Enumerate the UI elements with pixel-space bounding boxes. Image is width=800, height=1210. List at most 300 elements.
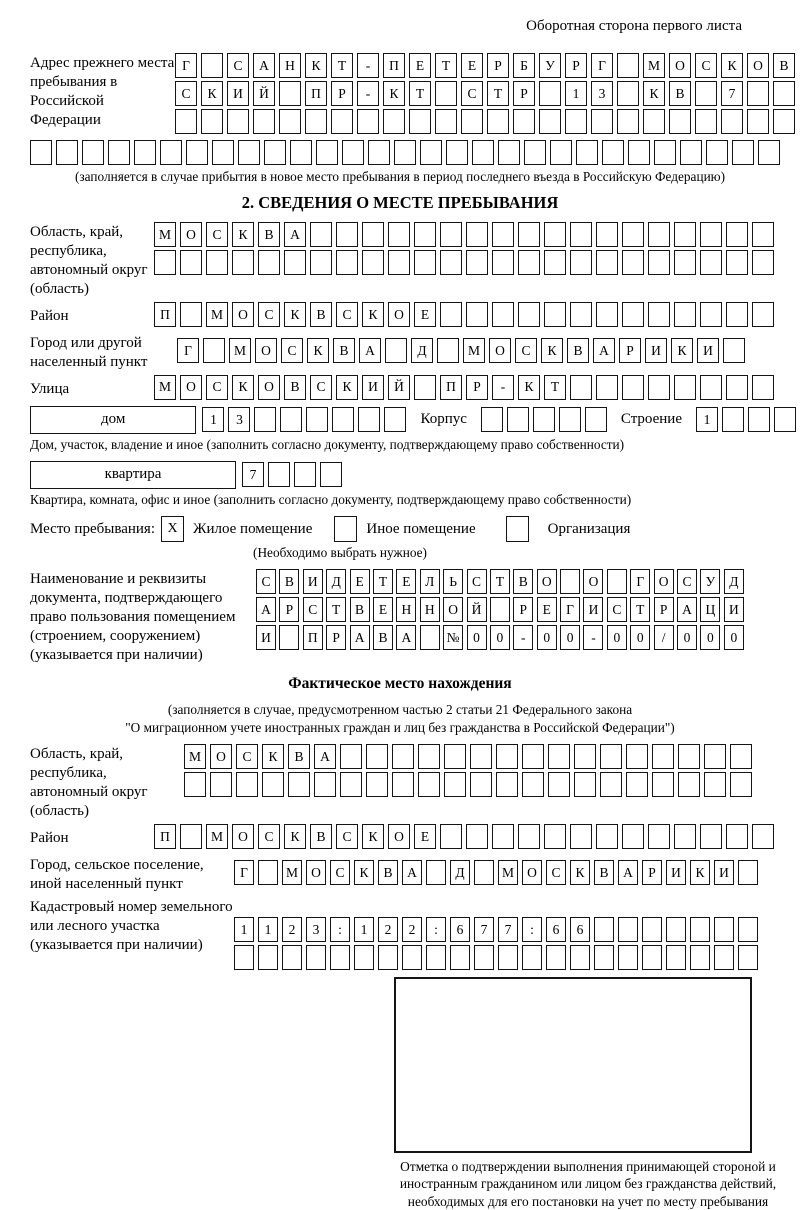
char-box: 0: [630, 625, 650, 650]
char-box: [180, 250, 202, 275]
char-box: [565, 109, 587, 134]
char-box: [596, 824, 618, 849]
char-box: [695, 81, 717, 106]
char-box: [56, 140, 78, 165]
char-box: [591, 109, 613, 134]
char-box: В: [279, 569, 299, 594]
char-box: О: [747, 53, 769, 78]
actual-location-note-2: "О миграционном учете иностранных граждан и лиц без гражданства в Российской Федерации"): [125, 720, 675, 736]
char-box: С: [461, 81, 483, 106]
char-box: -: [357, 53, 379, 78]
char-box: [314, 772, 336, 797]
char-box: К: [690, 860, 710, 885]
char-box: [654, 140, 676, 165]
char-box: О: [388, 302, 410, 327]
char-box: [738, 860, 758, 885]
char-box: [678, 744, 700, 769]
stay-type-row: [30, 516, 800, 542]
char-box: [674, 302, 696, 327]
char-box: 7: [721, 81, 743, 106]
char-box: С: [303, 597, 323, 622]
char-box: [752, 302, 774, 327]
cell-row: [30, 140, 800, 165]
char-box: [366, 744, 388, 769]
char-box: [544, 250, 566, 275]
char-box: С: [258, 302, 280, 327]
char-box: [492, 250, 514, 275]
char-box: М: [498, 860, 518, 885]
char-box: [320, 462, 342, 487]
char-box: [384, 407, 406, 432]
char-box: С: [607, 597, 627, 622]
char-box: №: [443, 625, 463, 650]
char-box: И: [362, 375, 384, 400]
checkbox-organization: [506, 516, 529, 542]
char-box: [773, 81, 795, 106]
char-box: [622, 222, 644, 247]
char-box: [440, 824, 462, 849]
char-box: В: [373, 625, 393, 650]
char-box: С: [281, 338, 303, 363]
char-box: [414, 222, 436, 247]
char-box: [628, 140, 650, 165]
char-box: К: [201, 81, 223, 106]
char-box: [175, 109, 197, 134]
char-box: М: [206, 824, 228, 849]
char-box: Р: [279, 597, 299, 622]
char-box: [392, 772, 414, 797]
char-box: -: [492, 375, 514, 400]
char-box: [570, 945, 590, 970]
cell-row: [154, 250, 778, 275]
char-box: [607, 569, 627, 594]
cell-row: [154, 222, 778, 247]
char-box: [726, 302, 748, 327]
char-box: 1: [354, 917, 374, 942]
char-box: :: [426, 917, 446, 942]
char-box: К: [570, 860, 590, 885]
char-box: [388, 250, 410, 275]
char-box: 1: [258, 917, 278, 942]
char-box: [617, 109, 639, 134]
char-box: В: [378, 860, 398, 885]
char-box: С: [546, 860, 566, 885]
char-box: [648, 302, 670, 327]
char-box: О: [537, 569, 557, 594]
char-box: 1: [202, 407, 224, 432]
char-box: [758, 140, 780, 165]
char-box: 0: [700, 625, 720, 650]
char-box: Е: [414, 302, 436, 327]
char-box: Ц: [700, 597, 720, 622]
char-box: Т: [630, 597, 650, 622]
char-box: С: [515, 338, 537, 363]
char-box: [440, 250, 462, 275]
char-box: М: [282, 860, 302, 885]
char-box: А: [677, 597, 697, 622]
char-box: [726, 824, 748, 849]
char-box: [544, 824, 566, 849]
char-box: [752, 222, 774, 247]
char-box: Й: [388, 375, 410, 400]
char-box: [258, 860, 278, 885]
char-box: Л: [420, 569, 440, 594]
cell-row: [184, 744, 756, 769]
char-box: [435, 81, 457, 106]
cell-row: [154, 375, 778, 400]
char-box: А: [314, 744, 336, 769]
char-box: [700, 824, 722, 849]
char-box: [622, 302, 644, 327]
char-box: [310, 250, 332, 275]
char-box: У: [539, 53, 561, 78]
char-box: П: [303, 625, 323, 650]
region-label: Область, край, республика, автономный округ (область): [30, 224, 148, 297]
stamp-note: Отметка о подтверждении выполнения принимающей стороной и иностранным гражданином или лицом без гражданства действий, необходимых для его постановки на учет по месту пребывания: [399, 1158, 777, 1209]
char-box: [418, 772, 440, 797]
char-box: -: [583, 625, 603, 650]
char-box: [280, 407, 302, 432]
char-box: К: [305, 53, 327, 78]
char-box: Е: [350, 569, 370, 594]
char-box: Р: [513, 597, 533, 622]
char-box: С: [336, 824, 358, 849]
cell-row: [154, 824, 778, 849]
char-box: 2: [378, 917, 398, 942]
char-box: [262, 772, 284, 797]
char-box: [622, 375, 644, 400]
char-box: [30, 140, 52, 165]
char-box: [496, 744, 518, 769]
field-house: [30, 406, 800, 434]
char-box: К: [284, 302, 306, 327]
char-box: [752, 375, 774, 400]
field-actual-city: [30, 855, 800, 894]
char-box: [700, 222, 722, 247]
char-box: [602, 140, 624, 165]
char-box: [522, 945, 542, 970]
char-box: [414, 375, 436, 400]
char-box: [533, 407, 555, 432]
stay-type-note: (Необходимо выбрать нужное): [253, 545, 427, 561]
char-box: [440, 302, 462, 327]
char-box: [466, 302, 488, 327]
char-box: [674, 222, 696, 247]
district-label: Район: [30, 307, 69, 324]
char-box: [507, 407, 529, 432]
cell-row: [481, 407, 611, 432]
char-box: В: [513, 569, 533, 594]
cell-row: [175, 81, 799, 106]
char-box: [440, 222, 462, 247]
cell-row: [175, 109, 799, 134]
char-box: Р: [654, 597, 674, 622]
char-box: В: [310, 824, 332, 849]
char-box: [160, 140, 182, 165]
char-box: [362, 222, 384, 247]
char-box: [316, 140, 338, 165]
char-box: К: [671, 338, 693, 363]
field-apartment: [30, 461, 800, 489]
char-box: [570, 222, 592, 247]
char-box: [472, 140, 494, 165]
char-box: Т: [544, 375, 566, 400]
stay-type-label: Место пребывания:: [30, 520, 155, 537]
char-box: [180, 302, 202, 327]
char-box: О: [654, 569, 674, 594]
char-box: М: [154, 375, 176, 400]
char-box: [524, 140, 546, 165]
char-box: [258, 945, 278, 970]
char-box: [618, 945, 638, 970]
char-box: К: [362, 302, 384, 327]
char-box: [700, 302, 722, 327]
char-box: К: [336, 375, 358, 400]
char-box: [585, 407, 607, 432]
char-box: [236, 772, 258, 797]
cell-row: [184, 772, 756, 797]
char-box: [518, 824, 540, 849]
char-box: [330, 945, 350, 970]
char-box: [203, 338, 225, 363]
char-box: [254, 407, 276, 432]
char-box: Е: [414, 824, 436, 849]
char-box: [332, 407, 354, 432]
char-box: [279, 81, 301, 106]
char-box: 1: [565, 81, 587, 106]
char-box: М: [229, 338, 251, 363]
field-document: [30, 569, 800, 664]
char-box: 2: [282, 917, 302, 942]
char-box: [466, 824, 488, 849]
char-box: [340, 744, 362, 769]
char-box: [690, 917, 710, 942]
stamp-area: [394, 977, 752, 1153]
char-box: [354, 945, 374, 970]
char-box: [522, 772, 544, 797]
char-box: 1: [234, 917, 254, 942]
char-box: [600, 744, 622, 769]
char-box: А: [256, 597, 276, 622]
char-box: [546, 945, 566, 970]
char-box: [366, 772, 388, 797]
char-box: [596, 250, 618, 275]
char-box: [336, 250, 358, 275]
char-box: [492, 824, 514, 849]
char-box: [539, 109, 561, 134]
char-box: [227, 109, 249, 134]
korpus-label: Корпус: [420, 411, 467, 428]
char-box: О: [258, 375, 280, 400]
char-box: [570, 302, 592, 327]
char-box: [544, 222, 566, 247]
char-box: И: [666, 860, 686, 885]
char-box: [385, 338, 407, 363]
char-box: [747, 109, 769, 134]
char-box: [212, 140, 234, 165]
char-box: К: [262, 744, 284, 769]
char-box: [435, 109, 457, 134]
char-box: [201, 53, 223, 78]
char-box: П: [440, 375, 462, 400]
char-box: Р: [331, 81, 353, 106]
char-box: Т: [373, 569, 393, 594]
char-box: [357, 109, 379, 134]
char-box: [678, 772, 700, 797]
char-box: Е: [396, 569, 416, 594]
char-box: [481, 407, 503, 432]
field-actual-district: [30, 824, 800, 852]
char-box: [539, 81, 561, 106]
char-box: [414, 250, 436, 275]
char-box: [513, 109, 535, 134]
char-box: О: [669, 53, 691, 78]
char-box: 0: [560, 625, 580, 650]
char-box: [738, 945, 758, 970]
char-box: [652, 772, 674, 797]
char-box: В: [333, 338, 355, 363]
document-label: Наименование и реквизиты документа, подтверждающего право пользования помещением (строением, сооружением) (указывается при наличии): [30, 571, 236, 664]
char-box: [383, 109, 405, 134]
char-box: [446, 140, 468, 165]
char-box: П: [154, 824, 176, 849]
char-box: 0: [490, 625, 510, 650]
char-box: [518, 250, 540, 275]
char-box: Й: [253, 81, 275, 106]
char-box: В: [310, 302, 332, 327]
char-box: [700, 375, 722, 400]
char-box: [470, 772, 492, 797]
char-box: [548, 772, 570, 797]
char-box: К: [362, 824, 384, 849]
char-box: [680, 140, 702, 165]
char-box: О: [232, 824, 254, 849]
char-box: М: [154, 222, 176, 247]
char-box: [450, 945, 470, 970]
char-box: И: [724, 597, 744, 622]
char-box: [559, 407, 581, 432]
char-box: О: [232, 302, 254, 327]
char-box: [279, 109, 301, 134]
char-box: [490, 597, 510, 622]
char-box: Е: [461, 53, 483, 78]
char-box: [518, 302, 540, 327]
char-box: [418, 744, 440, 769]
char-box: Д: [326, 569, 346, 594]
char-box: [773, 109, 795, 134]
char-box: [290, 140, 312, 165]
char-box: [570, 375, 592, 400]
char-box: [420, 140, 442, 165]
char-box: [437, 338, 459, 363]
char-box: С: [236, 744, 258, 769]
char-box: [774, 407, 796, 432]
field-prev-address: [30, 53, 800, 137]
section2-header: 2. СВЕДЕНИЯ О МЕСТЕ ПРЕБЫВАНИЯ: [241, 193, 559, 213]
cell-row: [177, 338, 749, 363]
char-box: [474, 945, 494, 970]
char-box: [306, 407, 328, 432]
char-box: 6: [450, 917, 470, 942]
char-box: О: [489, 338, 511, 363]
char-box: [498, 140, 520, 165]
char-box: [402, 945, 422, 970]
house-box: дом: [30, 406, 196, 434]
char-box: 0: [724, 625, 744, 650]
char-box: 0: [537, 625, 557, 650]
cell-row: [175, 53, 799, 78]
prev-address-note: (заполняется в случае прибытия в новое место пребывания в период последнего въезда в Российскую Федерацию): [74, 169, 726, 184]
char-box: Е: [373, 597, 393, 622]
char-box: И: [697, 338, 719, 363]
char-box: [466, 250, 488, 275]
char-box: В: [288, 744, 310, 769]
char-box: :: [330, 917, 350, 942]
char-box: [487, 109, 509, 134]
char-box: А: [402, 860, 422, 885]
char-box: [666, 917, 686, 942]
char-box: [496, 772, 518, 797]
char-box: [626, 772, 648, 797]
field-street: [30, 375, 800, 403]
char-box: Т: [435, 53, 457, 78]
char-box: Г: [177, 338, 199, 363]
char-box: Р: [565, 53, 587, 78]
house-note: Дом, участок, владение и иное (заполнить согласно документу, подтверждающему право собственности): [30, 436, 625, 452]
char-box: С: [330, 860, 350, 885]
char-box: Д: [411, 338, 433, 363]
char-box: С: [467, 569, 487, 594]
char-box: Ь: [443, 569, 463, 594]
char-box: П: [383, 53, 405, 78]
char-box: Г: [630, 569, 650, 594]
char-box: [238, 140, 260, 165]
char-box: [305, 109, 327, 134]
char-box: Е: [409, 53, 431, 78]
char-box: [674, 250, 696, 275]
char-box: [730, 744, 752, 769]
char-box: [700, 250, 722, 275]
actual-district-label: Район: [30, 830, 69, 847]
char-box: [466, 222, 488, 247]
char-box: К: [721, 53, 743, 78]
char-box: [726, 250, 748, 275]
char-box: [306, 945, 326, 970]
char-box: [560, 569, 580, 594]
char-box: Н: [420, 597, 440, 622]
char-box: [378, 945, 398, 970]
char-box: [518, 222, 540, 247]
char-box: [470, 744, 492, 769]
char-box: К: [354, 860, 374, 885]
char-box: [596, 222, 618, 247]
char-box: 6: [570, 917, 590, 942]
char-box: [748, 407, 770, 432]
char-box: 7: [498, 917, 518, 942]
prev-address-cells: [175, 53, 799, 137]
char-box: К: [284, 824, 306, 849]
char-box: С: [206, 222, 228, 247]
char-box: 7: [474, 917, 494, 942]
char-box: М: [184, 744, 206, 769]
char-box: 3: [228, 407, 250, 432]
char-box: [368, 140, 390, 165]
char-box: И: [645, 338, 667, 363]
char-box: О: [180, 375, 202, 400]
cell-row: [256, 625, 747, 650]
option-label-residential: Жилое помещение: [193, 520, 313, 537]
char-box: [184, 772, 206, 797]
